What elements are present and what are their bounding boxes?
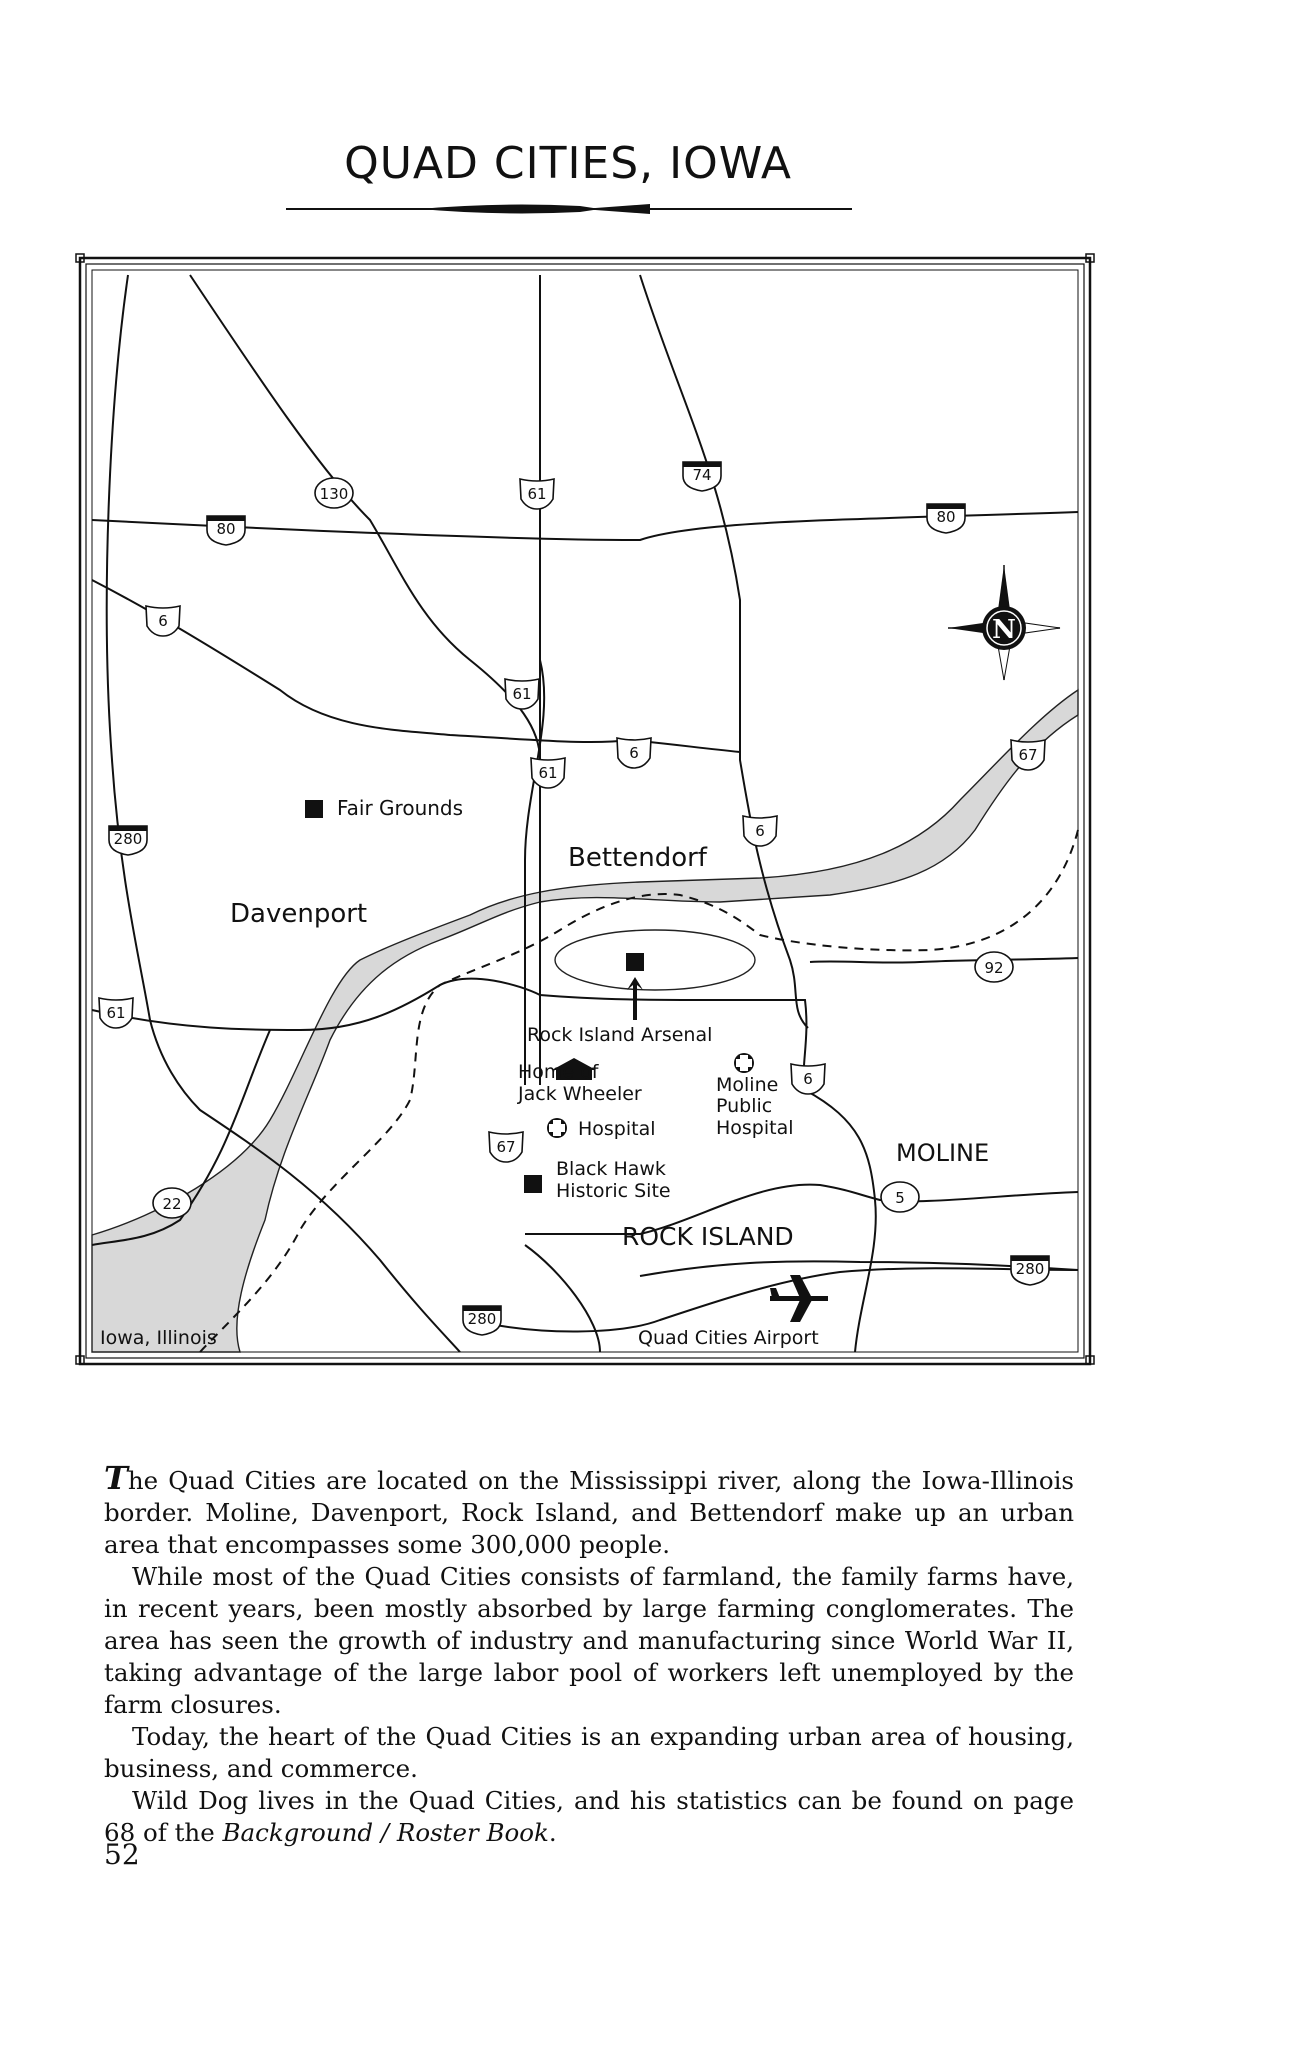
- highway-shield-r67-east: [1011, 740, 1045, 770]
- paragraph-3: Today, the heart of the Quad Cities is an expanding urban area of housing, business, and commerce.: [104, 1722, 1074, 1783]
- city-label-rock-island: ROCK ISLAND: [622, 1222, 794, 1251]
- highway-shield-r130: [315, 478, 353, 508]
- book-title: Background / Roster Book: [222, 1818, 549, 1847]
- paragraph-4-end: .: [548, 1818, 557, 1847]
- highway-number: 67: [1018, 746, 1038, 764]
- highway-number: 92: [984, 959, 1004, 977]
- highway-number: 6: [755, 822, 765, 840]
- fair-grounds-marker: [305, 800, 323, 818]
- highway-shield-r6-mid: [617, 738, 651, 768]
- city-label-moline: MOLINE: [896, 1139, 990, 1167]
- highway-shield-r92: [975, 952, 1013, 982]
- highway-shield-r6-bettendorf: [743, 816, 777, 846]
- highway-number: 6: [158, 612, 168, 630]
- highway-number: 67: [496, 1138, 516, 1156]
- label-black-hawk-1: Black Hawk: [556, 1158, 666, 1180]
- label-moline-hospital-3: Hospital: [716, 1117, 794, 1139]
- hospital-icon: [547, 1118, 567, 1138]
- highway-number: 5: [895, 1189, 905, 1207]
- highway-number: 61: [538, 764, 558, 782]
- highway-shield-r74: [683, 462, 721, 491]
- arsenal-marker: [626, 953, 644, 971]
- moline-hospital-icon: [734, 1053, 754, 1073]
- paragraph-4: [104, 1785, 1074, 1849]
- highway-shield-i80-east: [927, 504, 965, 533]
- highway-shield-r61-north: [520, 479, 554, 509]
- highway-shield-i280-west: [109, 826, 147, 855]
- highway-number: 280: [467, 1310, 497, 1328]
- highway-shield-r6-west: [146, 606, 180, 636]
- highway-shield-r61-mid: [505, 679, 539, 709]
- highway-number: 6: [803, 1070, 813, 1088]
- label-rock-island-arsenal: Rock Island Arsenal: [527, 1024, 713, 1046]
- paragraph-1-text: he Quad Cities are located on the Mississippi river, along the Iowa-Illinois border. Moline, Davenport, Rock Island, and Bettendorf make up an urban area that encompasses some 300,000 people.: [104, 1466, 1074, 1559]
- paragraph-2: While most of the Quad Cities consists of farmland, the family farms have, in recent years, been mostly absorbed by large farming conglomerates. The area has seen the growth of industry and manufacturing since World War II, taking advantage of the large labor pool of workers left unemployed by the farm closures.: [104, 1562, 1074, 1719]
- label-fair-grounds: Fair Grounds: [337, 796, 464, 820]
- airport-icon: [770, 1275, 828, 1322]
- highway-number: 130: [319, 485, 349, 503]
- highway-number: 61: [527, 485, 547, 503]
- highway-number: 280: [1015, 1260, 1045, 1278]
- highway-shield-r61-left: [99, 998, 133, 1028]
- label-airport: Quad Cities Airport: [638, 1327, 819, 1349]
- compass-label: N: [992, 615, 1016, 645]
- label-state-line: Iowa, Illinois: [100, 1327, 217, 1349]
- page-title: QUAD CITIES, IOWA: [344, 138, 792, 189]
- paragraph-4-text: Wild Dog lives in the Quad Cities, and his statistics can be found on page 68 of the: [104, 1786, 1074, 1847]
- highway-number: 280: [113, 830, 143, 848]
- mississippi-river: [92, 690, 1078, 1352]
- highway-shield-i80-west: [207, 516, 245, 545]
- highway-number: 80: [936, 508, 956, 526]
- body-text: [104, 1459, 1074, 1849]
- highway-shield-r22: [153, 1188, 191, 1218]
- city-label-davenport: Davenport: [230, 899, 368, 929]
- black-hawk-marker: [524, 1175, 542, 1193]
- highway-shield-r67-ri: [489, 1132, 523, 1162]
- label-home-of: Home of: [518, 1061, 599, 1083]
- highway-number: 22: [162, 1195, 182, 1213]
- paragraph-1: [104, 1459, 1074, 1561]
- label-jack-wheeler: Jack Wheeler: [518, 1083, 642, 1105]
- label-black-hawk-2: Historic Site: [556, 1180, 671, 1202]
- highway-shield-r5: [881, 1182, 919, 1212]
- highway-number: 74: [692, 466, 712, 484]
- arsenal-island: [555, 930, 755, 990]
- highway-shield-r61-south: [531, 758, 565, 788]
- highway-shield-i280-south: [463, 1306, 501, 1335]
- highway-number: 6: [629, 744, 639, 762]
- label-moline-hospital-1: Moline: [716, 1074, 779, 1096]
- highway-number: 61: [106, 1004, 126, 1022]
- highway-number: 80: [216, 520, 236, 538]
- label-hospital: Hospital: [578, 1118, 656, 1140]
- highway-shield-i280-east: [1011, 1256, 1049, 1285]
- label-moline-hospital-2: Public: [716, 1095, 773, 1117]
- highway-number: 61: [512, 685, 532, 703]
- page-number: 52: [104, 1838, 140, 1871]
- compass-icon: [948, 565, 1060, 680]
- drop-cap: T: [104, 1459, 128, 1497]
- highway-shield-r6-moline: [791, 1064, 825, 1094]
- city-label-bettendorf: Bettendorf: [568, 843, 707, 873]
